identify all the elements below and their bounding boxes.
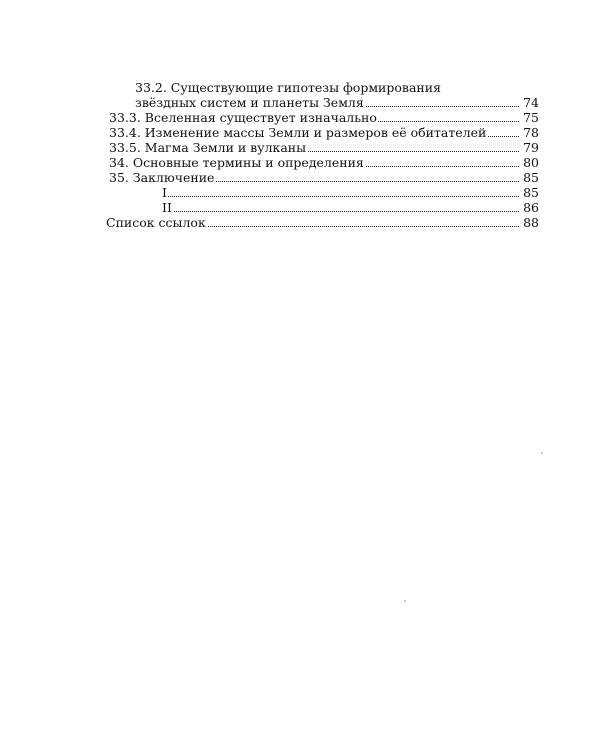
- toc-entry-33-2[interactable]: [109, 95, 539, 110]
- toc-page-number: 79: [523, 140, 539, 155]
- toc-entry-title: 33.5. Магма Земли и вулканы: [109, 140, 307, 155]
- toc-entry-33-5[interactable]: [109, 140, 539, 155]
- toc-page-number: 78: [523, 125, 539, 140]
- toc-entry-33-4[interactable]: [109, 125, 539, 140]
- toc-entry-title: 35. Заключение: [109, 170, 215, 185]
- scan-speck: [404, 600, 406, 602]
- toc-entry-34[interactable]: [109, 155, 539, 170]
- toc-entry-ii[interactable]: [109, 200, 539, 215]
- toc-entry-references[interactable]: [106, 215, 539, 230]
- toc-entry-title: I: [162, 185, 167, 200]
- toc-page-number: 75: [523, 110, 539, 125]
- toc-entry-title: 33.3. Вселенная существует изначально: [109, 110, 377, 125]
- toc-entry-title: Список ссылок: [106, 215, 206, 230]
- toc-entry-title: 33.4. Изменение массы Земли и размеров её обитателей: [109, 125, 487, 140]
- dot-leader: [162, 196, 519, 197]
- toc-page-number: 86: [523, 200, 539, 215]
- toc-page-number: 85: [523, 170, 539, 185]
- toc-entry-33-2-line-1[interactable]: [109, 80, 539, 95]
- toc-entry-33-3[interactable]: [109, 110, 539, 125]
- table-of-contents: [106, 80, 539, 230]
- toc-entry-35[interactable]: [109, 170, 539, 185]
- toc-entry-i[interactable]: [109, 185, 539, 200]
- toc-page-number: 88: [523, 215, 539, 230]
- toc-page-number: 80: [523, 155, 539, 170]
- toc-entry-title: 33.2. Существующие гипотезы формирования: [135, 80, 441, 95]
- toc-entry-title: 34. Основные термины и определения: [109, 155, 364, 170]
- dot-leader: [162, 211, 519, 212]
- toc-page-number: 74: [523, 95, 539, 110]
- scan-speck: [541, 452, 543, 454]
- toc-entry-title: звёздных систем и планеты Земля: [135, 95, 364, 110]
- toc-page-number: 85: [523, 185, 539, 200]
- toc-entry-title: II: [162, 200, 172, 215]
